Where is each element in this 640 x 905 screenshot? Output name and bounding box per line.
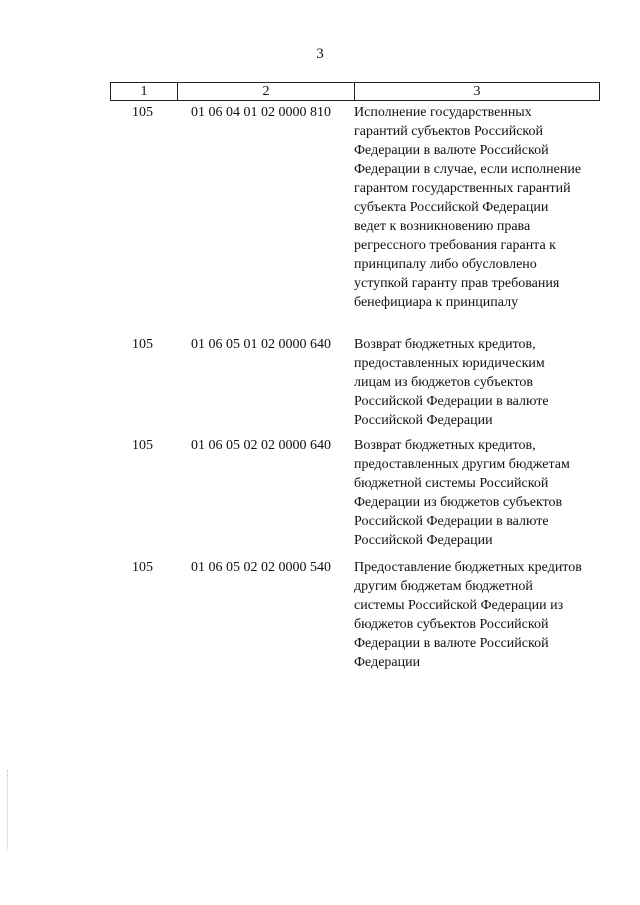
table-header: [110, 82, 600, 101]
scan-margin-marks: [7, 770, 10, 850]
description: [354, 103, 604, 312]
header-col-2: 2: [178, 83, 355, 101]
table-row: [110, 335, 596, 431]
description-line: Возврат бюджетных кредитов,: [354, 337, 536, 352]
description-line: бюджетной системы Российской: [354, 476, 549, 491]
budget-code: 01 06 05 02 02 0000 640: [191, 438, 331, 453]
description-line: Федерации из бюджетов субъектов: [354, 495, 563, 510]
description-line: Федерации: [354, 655, 421, 670]
budget-code: 01 06 05 01 02 0000 640: [191, 337, 331, 352]
description-line: Федерации в случае, если исполнение: [354, 162, 582, 177]
description-line: предоставленных юридическим: [354, 356, 545, 371]
admin-code: 105: [132, 337, 153, 352]
admin-code: 105: [132, 105, 153, 120]
header-col-3: 3: [355, 83, 600, 101]
header-row: [111, 83, 600, 101]
description-line: другим бюджетам бюджетной: [354, 579, 533, 594]
table-row: [110, 436, 596, 551]
description-line: системы Российской Федерации из: [354, 598, 564, 613]
description-line: Российской Федерации: [354, 413, 493, 428]
table-row: [110, 103, 596, 317]
admin-code: 105: [132, 438, 153, 453]
description-line: Федерации в валюте Российской: [354, 636, 549, 651]
budget-code: 01 06 05 02 02 0000 540: [191, 560, 331, 575]
description-line: принципалу либо обусловлено: [354, 257, 537, 272]
description-line: Российской Федерации в валюте: [354, 514, 549, 529]
description-line: Федерации в валюте Российской: [354, 143, 549, 158]
admin-code: 105: [132, 560, 153, 575]
budget-code: 01 06 04 01 02 0000 810: [191, 105, 331, 120]
description-line: лицам из бюджетов субъектов: [354, 375, 534, 390]
description-line: гарантом государственных гарантий: [354, 181, 571, 196]
description-line: Российской Федерации в валюте: [354, 394, 549, 409]
description-line: бенефициара к принципалу: [354, 295, 519, 310]
description: [354, 335, 604, 430]
description-line: Возврат бюджетных кредитов,: [354, 438, 536, 453]
description-line: Исполнение государственных: [354, 105, 532, 120]
description-line: бюджетов субъектов Российской: [354, 617, 549, 632]
description-line: уступкой гаранту прав требования: [354, 276, 560, 291]
description-line: ведет к возникновению права: [354, 219, 531, 234]
description-line: гарантий субъектов Российской: [354, 124, 543, 139]
description: [354, 558, 604, 672]
description-line: субъекта Российской Федерации: [354, 200, 549, 215]
page-number: 3: [316, 46, 324, 62]
description-line: Российской Федерации: [354, 533, 493, 548]
table-row: [110, 558, 596, 673]
description-line: регрессного требования гаранта к: [354, 238, 556, 253]
description: [354, 436, 604, 550]
header-col-1: 1: [111, 83, 178, 101]
description-line: Предоставление бюджетных кредитов: [354, 560, 582, 575]
description-line: предоставленных другим бюджетам: [354, 457, 570, 472]
